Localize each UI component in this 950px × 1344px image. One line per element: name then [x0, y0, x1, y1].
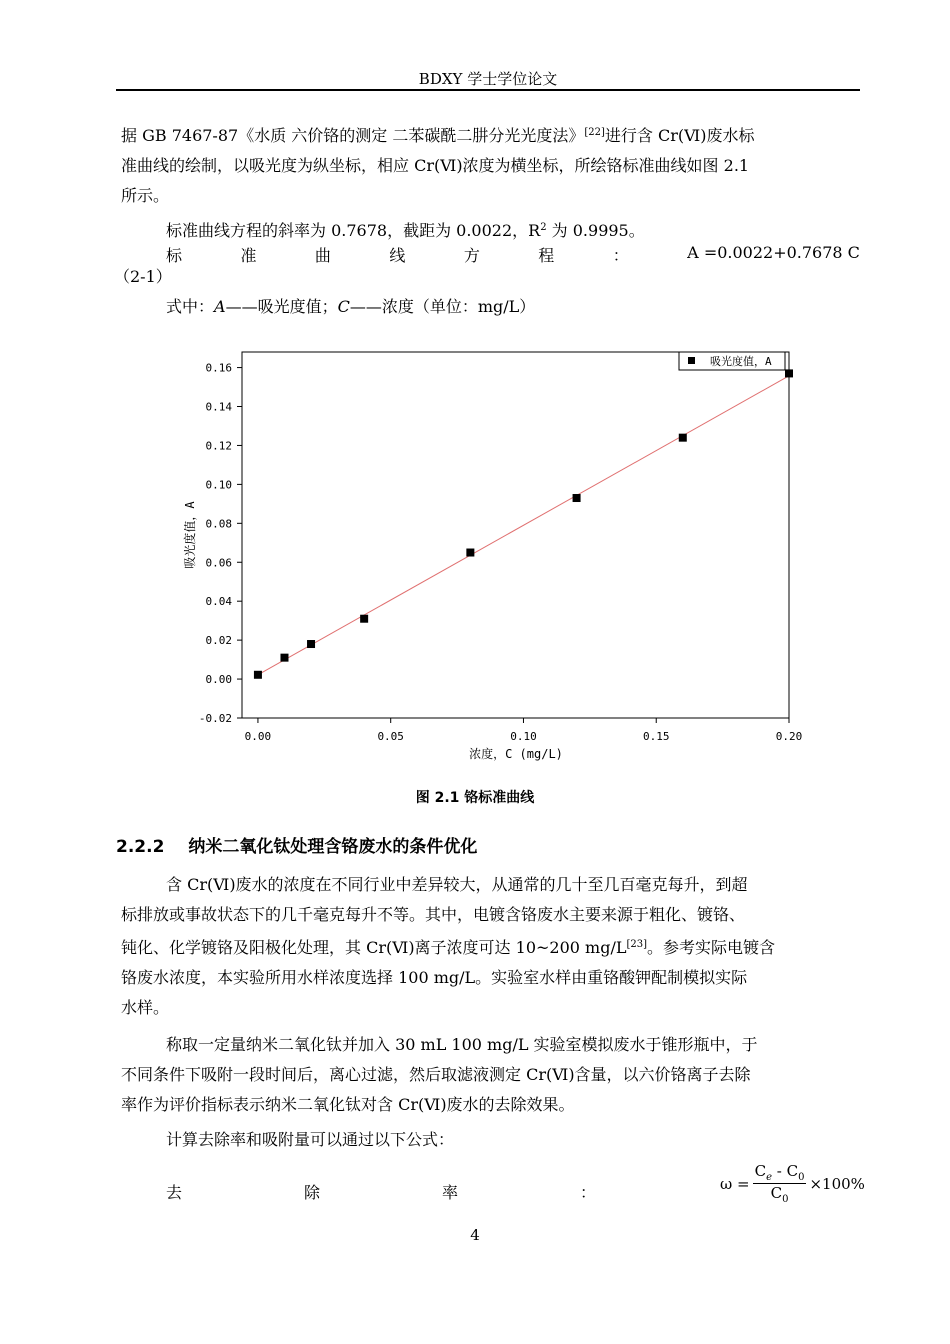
y-tick-label: 0.16 [205, 361, 232, 375]
num-minus-c: - C [771, 1162, 799, 1180]
para1-line1 [121, 118, 861, 151]
para3-line4: 铬废水浓度，本实验所用水样浓度选择 100 mg/L。实验室水样由重铬酸钾配制模拟实际 [121, 968, 748, 987]
symbol-a: A [214, 297, 226, 316]
r-squared-sup: 2 [540, 222, 547, 233]
legend-box [679, 352, 785, 370]
para1-line3: 所示。 [121, 186, 170, 205]
y-tick-label: 0.08 [205, 517, 232, 531]
formula-denominator [769, 1184, 791, 1205]
y-axis-label: 吸光度值，A [183, 501, 197, 569]
data-point [307, 640, 315, 648]
num-sub-0: 0 [798, 1172, 805, 1183]
where-post: ——浓度（单位：mg/L） [349, 297, 536, 316]
data-point [280, 654, 288, 662]
y-tick-label: 0.04 [205, 595, 232, 609]
den-sub-0: 0 [782, 1194, 789, 1205]
data-point [466, 549, 474, 557]
y-axis-ticks [199, 362, 242, 725]
formula-numerator [753, 1162, 807, 1184]
removal-rate-formula [720, 1162, 865, 1205]
data-point [360, 615, 368, 623]
page-header-title: BDXY 学士学位论文 [418, 70, 558, 88]
x-tick-label: 0.15 [642, 730, 670, 743]
data-point [254, 671, 262, 679]
para2-post: 为 0.9995。 [546, 221, 645, 240]
plot-frame [242, 352, 789, 718]
x-axis-label: 浓度，C (mg/L) [469, 747, 563, 761]
formula-rhs: ×100% [809, 1174, 865, 1193]
fit-line [258, 376, 789, 675]
calibration-chart [0, 340, 950, 780]
x-tick-label: 0.10 [510, 730, 537, 743]
para4-line3: 率作为评价指标表示纳米二氧化钛对含 Cr(Ⅵ)废水的去除效果。 [121, 1095, 575, 1114]
eq1-char: 方 [463, 246, 480, 265]
y-tick-label: 0.02 [205, 634, 232, 648]
symbol-c: C [337, 297, 350, 316]
data-point [573, 494, 581, 502]
where-mid: ——吸光度值； [225, 297, 338, 316]
para3-line3-pre: 钝化、化学镀铬及阳极化处理，其 Cr(Ⅵ)离子浓度可达 10~200 mg/L [121, 938, 627, 957]
citation-23: [23] [626, 939, 647, 950]
equation-2-label [166, 1180, 596, 1203]
header-rule [116, 89, 860, 91]
x-tick-label: 0.05 [377, 730, 404, 743]
y-tick-label: 0.00 [205, 673, 232, 687]
formula-lhs: ω = [720, 1174, 750, 1193]
para3-line5: 水样。 [121, 998, 170, 1017]
para3-line3 [121, 930, 861, 963]
paragraph-4 [121, 1030, 861, 1120]
para1-line1-pre: 据 GB 7467-87《水质 六价铬的测定 二苯碳酰二肼分光光度法》 [121, 126, 585, 145]
section-title: 纳米二氧化钛处理含铬废水的条件优化 [188, 837, 478, 857]
eq1-char: 程 [538, 246, 555, 265]
den-c: C [770, 1184, 783, 1202]
eq1-char: 标 [166, 246, 183, 265]
para3-line3-post: 。参考实际电镀含 [647, 938, 776, 957]
citation-22: [22] [584, 127, 605, 138]
y-tick-label: 0.10 [205, 478, 232, 492]
eq1-char: ： [612, 246, 629, 265]
y-tick-label: 0.12 [205, 439, 232, 453]
para4-line1: 称取一定量纳米二氧化钛并加入 30 mL 100 mg/L 实验室模拟废水于锥形瓶中，于 [166, 1035, 758, 1054]
para4-line2: 不同条件下吸附一段时间后，离心过滤，然后取滤液测定 Cr(Ⅵ)含量，以六价铬离子去除 [121, 1065, 751, 1084]
section-number: 2.2.2 [116, 837, 165, 857]
figure-caption: 图 2.1 铬标准曲线 [415, 790, 535, 806]
section-heading [116, 832, 477, 857]
eq1-char: 曲 [314, 246, 331, 265]
eq1-char: 线 [389, 246, 406, 265]
x-tick-label: 0.20 [775, 730, 803, 743]
where-line [166, 292, 906, 322]
y-tick-label: 0.06 [205, 556, 232, 570]
para1-line2: 准曲线的绘制，以吸光度为纵坐标，相应 Cr(Ⅵ)浓度为横坐标，所绘铬标准曲线如图 2.1 [121, 156, 750, 175]
para2-pre: 标准曲线方程的斜率为 0.7678，截距为 0.0022，R [166, 221, 541, 240]
paragraph-1 [121, 118, 861, 211]
paragraph-3 [121, 870, 861, 1023]
num-sub-e: e [766, 1172, 772, 1183]
data-point [785, 369, 793, 377]
eq2-char: 率 [441, 1183, 458, 1202]
paragraph-2 [166, 213, 906, 246]
para3-line1: 含 Cr(Ⅵ)废水的浓度在不同行业中差异较大，从通常的几十至几百毫克每升，到超 [166, 875, 748, 894]
x-axis-ticks [245, 718, 803, 743]
paragraph-5: 计算去除率和吸附量可以通过以下公式： [166, 1130, 455, 1149]
y-tick-label: -0.02 [198, 712, 232, 725]
where-pre: 式中： [166, 297, 215, 316]
formula-fraction [753, 1162, 807, 1205]
legend-marker [688, 357, 695, 364]
para3-line2: 标排放或事故状态下的几千毫克每升不等。其中，电镀含铬废水主要来源于粗化、镀铬、 [121, 905, 746, 924]
para1-line1-post: 进行含 Cr(Ⅵ)废水标 [604, 126, 755, 145]
eq2-char: 除 [303, 1183, 320, 1202]
equation-1-number: （2-1） [114, 267, 172, 286]
page-number: 4 [470, 1226, 480, 1244]
data-point [679, 434, 687, 442]
num-c: C [754, 1162, 767, 1180]
eq2-char: 去 [166, 1183, 183, 1202]
data-points [254, 369, 793, 678]
eq2-char: ： [579, 1183, 596, 1202]
y-tick-label: 0.14 [205, 400, 232, 414]
x-tick-label: 0.00 [244, 730, 272, 743]
eq1-char: 准 [240, 246, 257, 265]
eq1-formula: A =0.0022+0.7678 C [687, 243, 860, 262]
legend-label: 吸光度值，A [710, 355, 772, 368]
